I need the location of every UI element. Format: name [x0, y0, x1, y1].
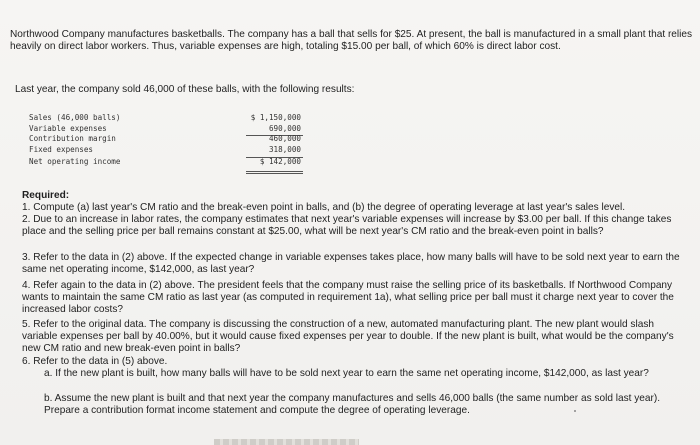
requirement-6a: a. If the new plant is built, how many balls will have to be sold next year to earn the same net operating income, $142,000, as last year? — [44, 368, 649, 379]
statement-row-net-operating-income — [29, 157, 303, 168]
cropped-footer-strip — [214, 439, 359, 445]
stray-dot — [574, 410, 576, 412]
requirement-3: 3. Refer to the data in (2) above. If the expected change in variable expenses takes place, how many balls will have to be sold next year to earn the same net operating income, $142,000, as last year? — [22, 252, 680, 275]
statement-row-sales — [29, 113, 303, 124]
requirement-5: 5. Refer to the original data. The company is discussing the construction of a new, automated manufacturing plant. The new plant would slash variable expenses per ball by 40.00%, but it would cause fixed expenses per year to double. If the new plant is built, what would be the company's new CM ratio and new break-even point in balls? — [22, 319, 674, 354]
requirement-4: 4. Refer again to the data in (2) above. The president feels that the company must raise the selling price of its basketballs. If Northwood Company wants to maintain the same CM ratio as last year (as computed in requirement 1a), what selling price per ball must it charge next year to cover the increased labor costs? — [22, 280, 674, 315]
requirement-6: 6. Refer to the data in (5) above. — [22, 356, 168, 367]
row-amount: 460,000 — [268, 134, 301, 144]
last-year-statement: Last year, the company sold 46,000 of these balls, with the following results: — [15, 84, 355, 95]
row-label: Net operating income — [29, 157, 121, 167]
row-label: Variable expenses — [29, 123, 107, 133]
statement-row-variable-expenses — [29, 124, 303, 135]
problem-intro: Northwood Company manufactures basketballs. The company has a ball that sells for $25. At present, the ball is manufactured in a small plant that relies heavily on direct labor workers. Thus, variable expenses are high, totaling $15.00 per ball, of which 60% is direct labor cost. — [10, 29, 693, 52]
row-label: Fixed expenses — [29, 144, 94, 154]
required-heading: Required: — [22, 190, 70, 201]
row-amount: $ 142,000 — [259, 157, 301, 167]
income-statement — [29, 113, 303, 168]
row-amount: 690,000 — [268, 123, 301, 133]
requirement-1: 1. Compute (a) last year's CM ratio and the break-even point in balls, and (b) the degree of operating leverage at last year's sales level. — [22, 202, 626, 213]
row-amount: 318,000 — [268, 144, 301, 154]
statement-row-fixed-expenses — [29, 145, 303, 156]
row-amount: $ 1,150,000 — [250, 113, 301, 122]
row-label: Contribution margin — [29, 134, 116, 144]
statement-row-contribution-margin — [29, 134, 303, 145]
row-label: Sales (46,000 balls) — [29, 113, 121, 122]
requirement-6b: b. Assume the new plant is built and that next year the company manufactures and sells 46,000 balls (the same number as sold last year). Prepare a contribution format income statement and compute the degree of operating leverage. — [44, 393, 661, 416]
requirement-2: 2. Due to an increase in labor rates, the company estimates that next year's variable expenses will increase by $3.00 per ball. If this change takes place and the selling price per ball remains constant at $25.00, what will be next year's CM ratio and the break-even point in balls? — [22, 214, 672, 237]
total-double-rule — [246, 171, 303, 174]
